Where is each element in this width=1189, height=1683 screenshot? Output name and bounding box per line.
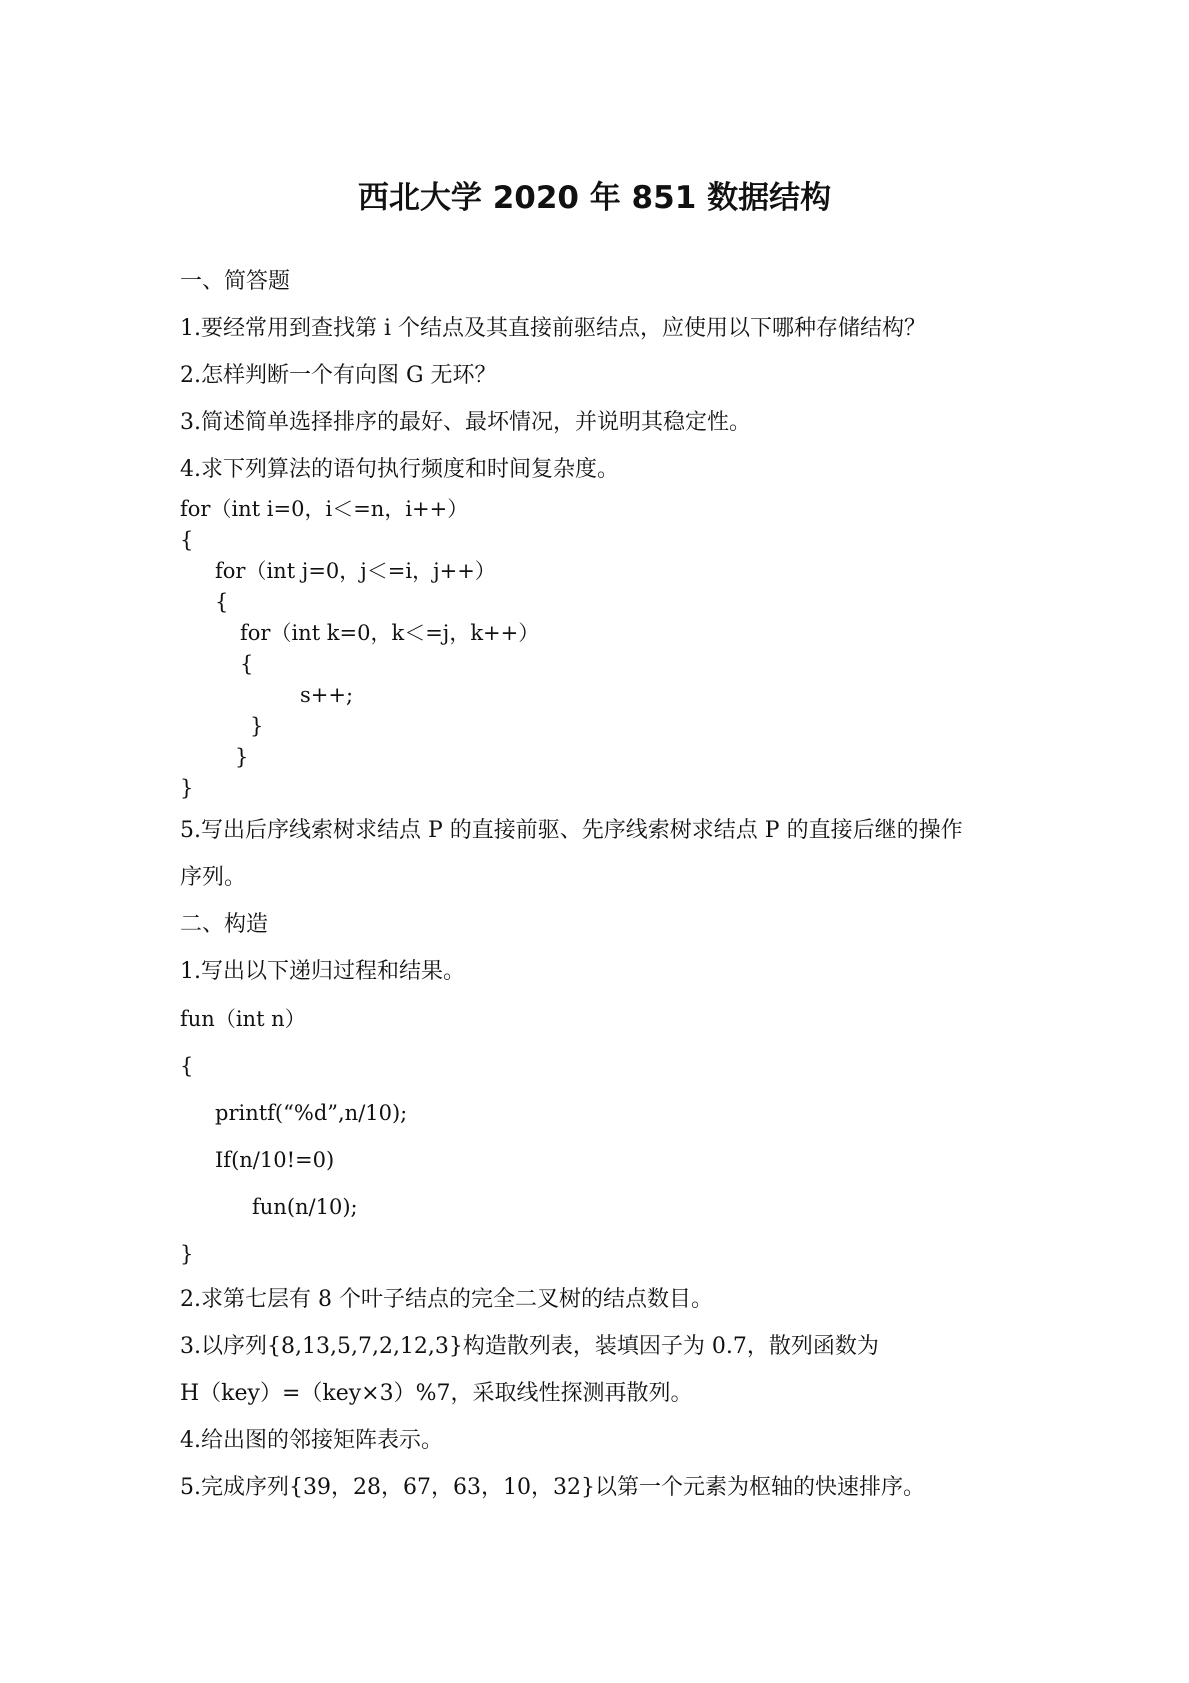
section-heading-construction: 二、构造 [180,912,269,937]
code-line: fun（int n） [180,1007,306,1031]
question-1-5-line-2: 序列。 [180,865,247,890]
code-line: printf(“%d”,n/10); [215,1101,408,1125]
question-2-3-line-2: H（key）=（key×3）%7，采取线性探测再散列。 [180,1381,693,1406]
question-2-2: 2.求第七层有 8 个叶子结点的完全二叉树的结点数目。 [180,1287,713,1312]
code-line: for（int k=0，k＜=j，k++） [240,621,540,645]
code-line: fun(n/10); [252,1195,358,1219]
code-line: for（int i=0，i＜=n，i++） [180,497,469,521]
question-1-2: 2.怎样判断一个有向图 G 无环？ [180,363,497,388]
code-line: { [240,652,254,676]
question-2-4: 4.给出图的邻接矩阵表示。 [180,1428,443,1453]
code-line: for（int j=0，j＜=i，j++） [215,559,496,583]
page-title: 西北大学 2020 年 851 数据结构 [357,180,832,216]
code-line: } [235,745,249,769]
question-1-3: 3.简述简单选择排序的最好、最坏情况，并说明其稳定性。 [180,410,751,435]
question-2-5: 5.完成序列{39，28，67，63，10，32}以第一个元素为枢轴的快速排序。 [180,1475,925,1500]
code-line: s++; [300,683,354,707]
question-2-1: 1.写出以下递归过程和结果。 [180,959,465,984]
code-line: If(n/10!=0) [215,1148,335,1172]
question-1-1: 1.要经常用到查找第 i 个结点及其直接前驱结点，应使用以下哪种存储结构？ [180,316,927,341]
question-2-3-line-1: 3.以序列{8,13,5,7,2,12,3}构造散列表，装填因子为 0.7，散列函数为 [180,1334,879,1359]
code-line: { [215,590,229,614]
code-line: { [180,528,194,552]
code-line: } [180,1242,194,1266]
code-line: { [180,1054,194,1078]
code-line: } [250,714,264,738]
section-heading-short-answer: 一、简答题 [180,269,291,294]
question-1-4: 4.求下列算法的语句执行频度和时间复杂度。 [180,457,619,482]
code-line: } [180,776,194,800]
question-1-5-line-1: 5.写出后序线索树求结点 P 的直接前驱、先序线索树求结点 P 的直接后继的操作 [180,818,963,843]
